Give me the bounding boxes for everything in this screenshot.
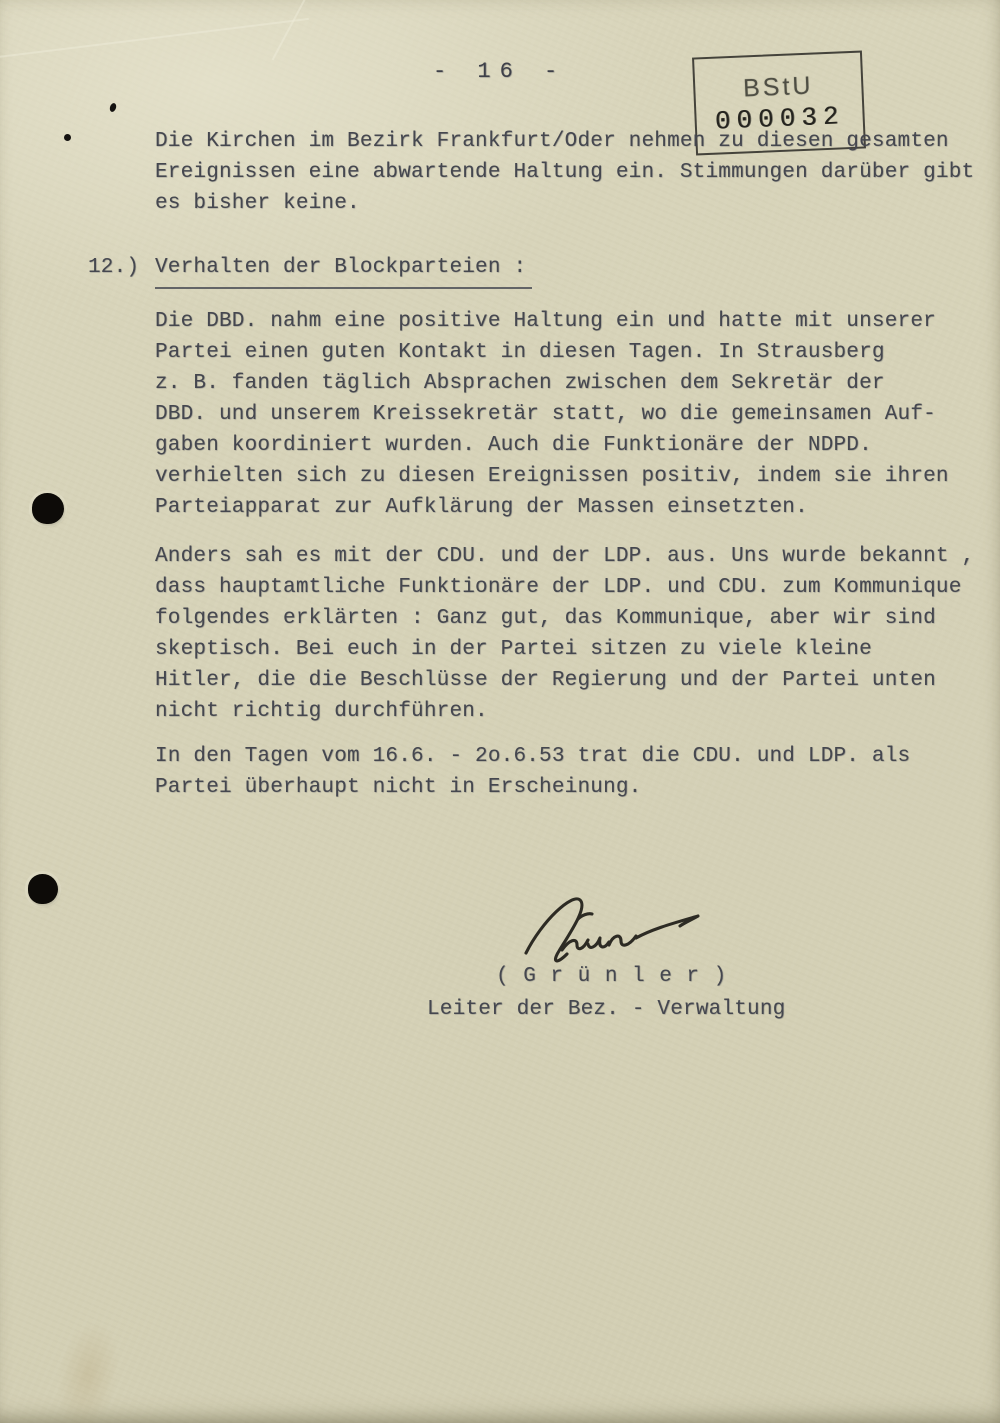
paper-crease xyxy=(0,18,309,60)
text-line: DBD. und unserem Kreissekretär statt, wo die gemeinsamen Auf- xyxy=(155,403,936,426)
page-number: - 16 - xyxy=(433,59,567,84)
text-line: Partei einen guten Kontakt in diesen Tagen. In Strausberg xyxy=(155,341,885,364)
section-title: Verhalten der Blockparteien : xyxy=(155,252,532,289)
paragraph-cdu-ldp xyxy=(155,541,974,727)
text-line: nicht richtig durchführen. xyxy=(155,700,488,723)
ink-speck xyxy=(64,134,71,141)
paragraph-dbd-ndpd xyxy=(155,306,949,523)
paper-stain xyxy=(47,1315,129,1423)
ink-speck xyxy=(109,102,118,113)
section-number: 12.) xyxy=(88,256,140,279)
signature-name: ( G r ü n l e r ) xyxy=(496,965,728,988)
text-line: Die Kirchen im Bezirk Frankfurt/Oder nehmen zu diesen gesamten xyxy=(155,130,949,153)
stamp-serial-number: 000032 xyxy=(714,100,846,137)
text-line: In den Tagen vom 16.6. - 2o.6.53 trat die CDU. und LDP. als xyxy=(155,745,911,768)
text-line: z. B. fanden täglich Absprachen zwischen dem Sekretär der xyxy=(155,372,885,395)
text-line: gaben koordiniert wurden. Auch die Funktionäre der NDPD. xyxy=(155,434,872,457)
text-line: dass hauptamtliche Funktionäre der LDP. und CDU. zum Kommunique xyxy=(155,576,962,599)
paragraph-churches xyxy=(155,126,974,219)
text-line: folgendes erklärten : Ganz gut, das Kommunique, aber wir sind xyxy=(155,607,936,630)
text-line: Parteiapparat zur Aufklärung der Massen einsetzten. xyxy=(155,496,808,519)
text-line: verhielten sich zu diesen Ereignissen positiv, indem sie ihren xyxy=(155,465,949,488)
punch-hole-bottom xyxy=(28,874,58,904)
signature-role: Leiter der Bez. - Verwaltung xyxy=(427,998,786,1021)
text-line: Hitler, die die Beschlüsse der Regierung und der Partei unten xyxy=(155,669,936,692)
paragraph-dates xyxy=(155,741,910,803)
punch-hole-top xyxy=(32,493,64,524)
text-line: es bisher keine. xyxy=(155,192,360,215)
paper-crease xyxy=(272,0,307,60)
signature-handwriting xyxy=(512,893,712,971)
text-line: Anders sah es mit der CDU. und der LDP. aus. Uns wurde bekannt , xyxy=(155,545,975,568)
stamp-agency-label: BStU xyxy=(742,71,815,102)
text-line: Ereignissen eine abwartende Haltung ein. Stimmungen darüber gibt xyxy=(155,161,975,184)
text-line: Partei überhaupt nicht in Erscheinung. xyxy=(155,776,642,799)
text-line: Die DBD. nahm eine positive Haltung ein und hatte mit unserer xyxy=(155,310,936,333)
text-line: skeptisch. Bei euch in der Partei sitzen zu viele kleine xyxy=(155,638,872,661)
